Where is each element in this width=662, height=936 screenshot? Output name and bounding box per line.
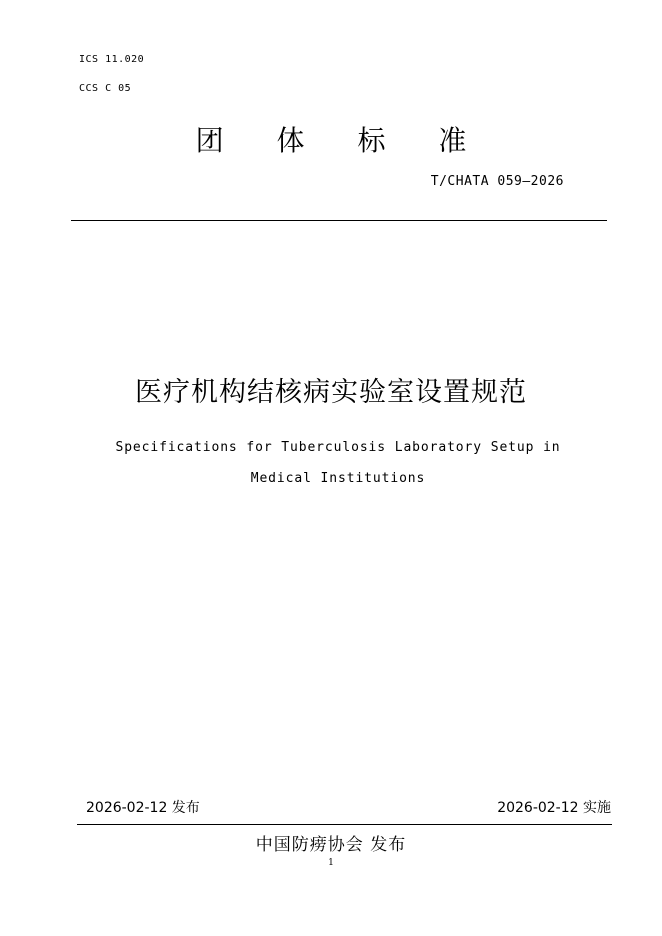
implementation-date: 2026-02-12 实施 <box>497 800 611 816</box>
standard-number: T/CHATA 059—2026 <box>430 174 564 189</box>
ics-code: ICS 11.020 <box>79 54 145 65</box>
document-title-english: Specifications for Tuberculosis Laboratory Setup in Medical Institutions <box>115 440 561 486</box>
publish-date: 2026-02-12 发布 <box>86 800 200 816</box>
standard-type: 团 体 标 准 <box>195 124 489 157</box>
ccs-code: CCS C 05 <box>79 83 132 94</box>
page-number: 1 <box>328 858 334 868</box>
top-divider <box>71 220 607 221</box>
bottom-divider <box>77 824 612 825</box>
publisher: 中国防痨协会 发布 <box>255 835 407 855</box>
document-title-chinese: 医疗机构结核病实验室设置规范 <box>135 377 527 408</box>
